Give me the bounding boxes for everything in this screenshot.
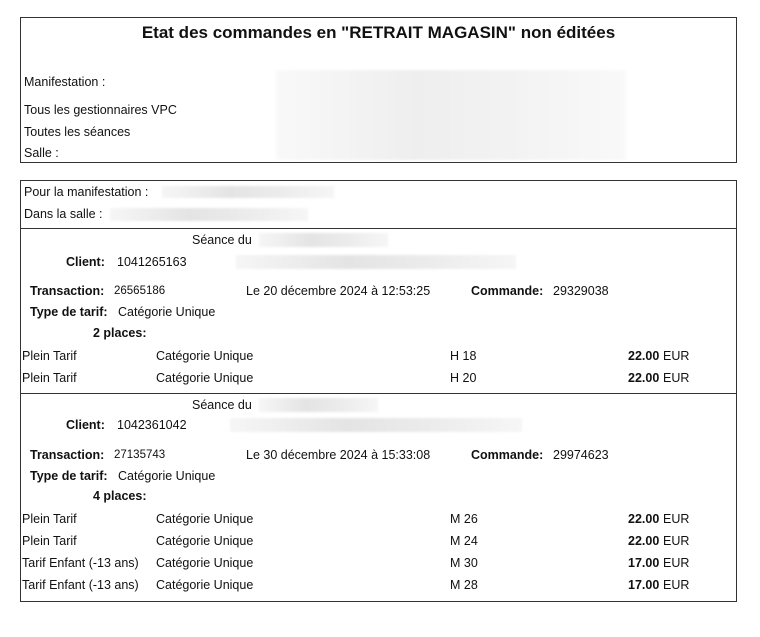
ticket-categorie: Catégorie Unique [156, 534, 254, 548]
tarif-type-label: Type de tarif: [30, 305, 108, 319]
places-count: 2 places: [93, 326, 147, 340]
ticket-place: M 26 [450, 512, 478, 526]
ticket-devise: EUR [663, 534, 690, 548]
ticket-categorie: Catégorie Unique [156, 556, 254, 570]
gestionnaires-text: Tous les gestionnaires VPC [24, 103, 177, 117]
transaction-value: 26565186 [114, 285, 166, 297]
ticket-prix: 22.00 [628, 349, 660, 363]
ticket-place: M 28 [450, 578, 478, 592]
commande-label: Commande: [471, 284, 544, 298]
commande-value: 29974623 [553, 448, 609, 462]
seances-text: Toutes les séances [24, 125, 131, 139]
commande-label: Commande: [471, 448, 544, 462]
redacted-salle [110, 208, 308, 221]
client-value: 1041265163 [117, 255, 187, 269]
redacted-client [230, 418, 522, 432]
ticket-categorie: Catégorie Unique [156, 371, 254, 385]
places-count: 4 places: [93, 489, 147, 503]
redacted-seance [259, 233, 388, 247]
page-title: Etat des commandes en "RETRAIT MAGASIN" non éditées [141, 23, 616, 42]
ticket-prix: 22.00 [628, 371, 660, 385]
redacted-header-values [276, 70, 626, 160]
transaction-date: Le 20 décembre 2024 à 12:53:25 [246, 284, 431, 298]
salle-label: Salle : [24, 146, 59, 160]
commande-value: 29329038 [553, 284, 609, 298]
redacted-seance [259, 398, 378, 412]
detail-manifestation-label: Pour la manifestation : [24, 185, 149, 199]
ticket-tarif: Tarif Enfant (-13 ans) [22, 578, 139, 592]
ticket-categorie: Catégorie Unique [156, 349, 254, 363]
seance-label: Séance du [192, 233, 252, 247]
transaction-value: 27135743 [114, 449, 166, 461]
ticket-devise: EUR [663, 371, 690, 385]
tarif-type-value: Catégorie Unique [118, 469, 216, 483]
client-label: Client: [66, 418, 105, 432]
ticket-place: M 30 [450, 556, 478, 570]
redacted-manifestation [162, 186, 334, 198]
ticket-prix: 22.00 [628, 534, 660, 548]
ticket-categorie: Catégorie Unique [156, 578, 254, 592]
seance-label: Séance du [192, 398, 252, 412]
ticket-prix: 17.00 [628, 578, 660, 592]
tarif-type-value: Catégorie Unique [118, 305, 216, 319]
ticket-tarif: Plein Tarif [22, 371, 77, 385]
ticket-tarif: Plein Tarif [22, 349, 77, 363]
ticket-tarif: Plein Tarif [22, 512, 77, 526]
detail-salle-label: Dans la salle : [24, 207, 103, 221]
ticket-place: H 18 [450, 349, 477, 363]
tarif-type-label: Type de tarif: [30, 469, 108, 483]
client-label: Client: [66, 255, 105, 269]
ticket-devise: EUR [663, 349, 690, 363]
divider [20, 393, 737, 394]
ticket-place: M 24 [450, 534, 478, 548]
ticket-prix: 22.00 [628, 512, 660, 526]
divider [20, 228, 737, 229]
client-value: 1042361042 [117, 418, 187, 432]
redacted-client [236, 255, 516, 269]
ticket-tarif: Plein Tarif [22, 534, 77, 548]
transaction-label: Transaction: [30, 448, 105, 462]
ticket-tarif: Tarif Enfant (-13 ans) [22, 556, 139, 570]
ticket-devise: EUR [663, 556, 690, 570]
ticket-devise: EUR [663, 512, 690, 526]
transaction-date: Le 30 décembre 2024 à 15:33:08 [246, 448, 431, 462]
ticket-devise: EUR [663, 578, 690, 592]
transaction-label: Transaction: [30, 284, 105, 298]
ticket-categorie: Catégorie Unique [156, 512, 254, 526]
manifestation-label: Manifestation : [24, 75, 106, 89]
ticket-place: H 20 [450, 371, 477, 385]
ticket-prix: 17.00 [628, 556, 660, 570]
